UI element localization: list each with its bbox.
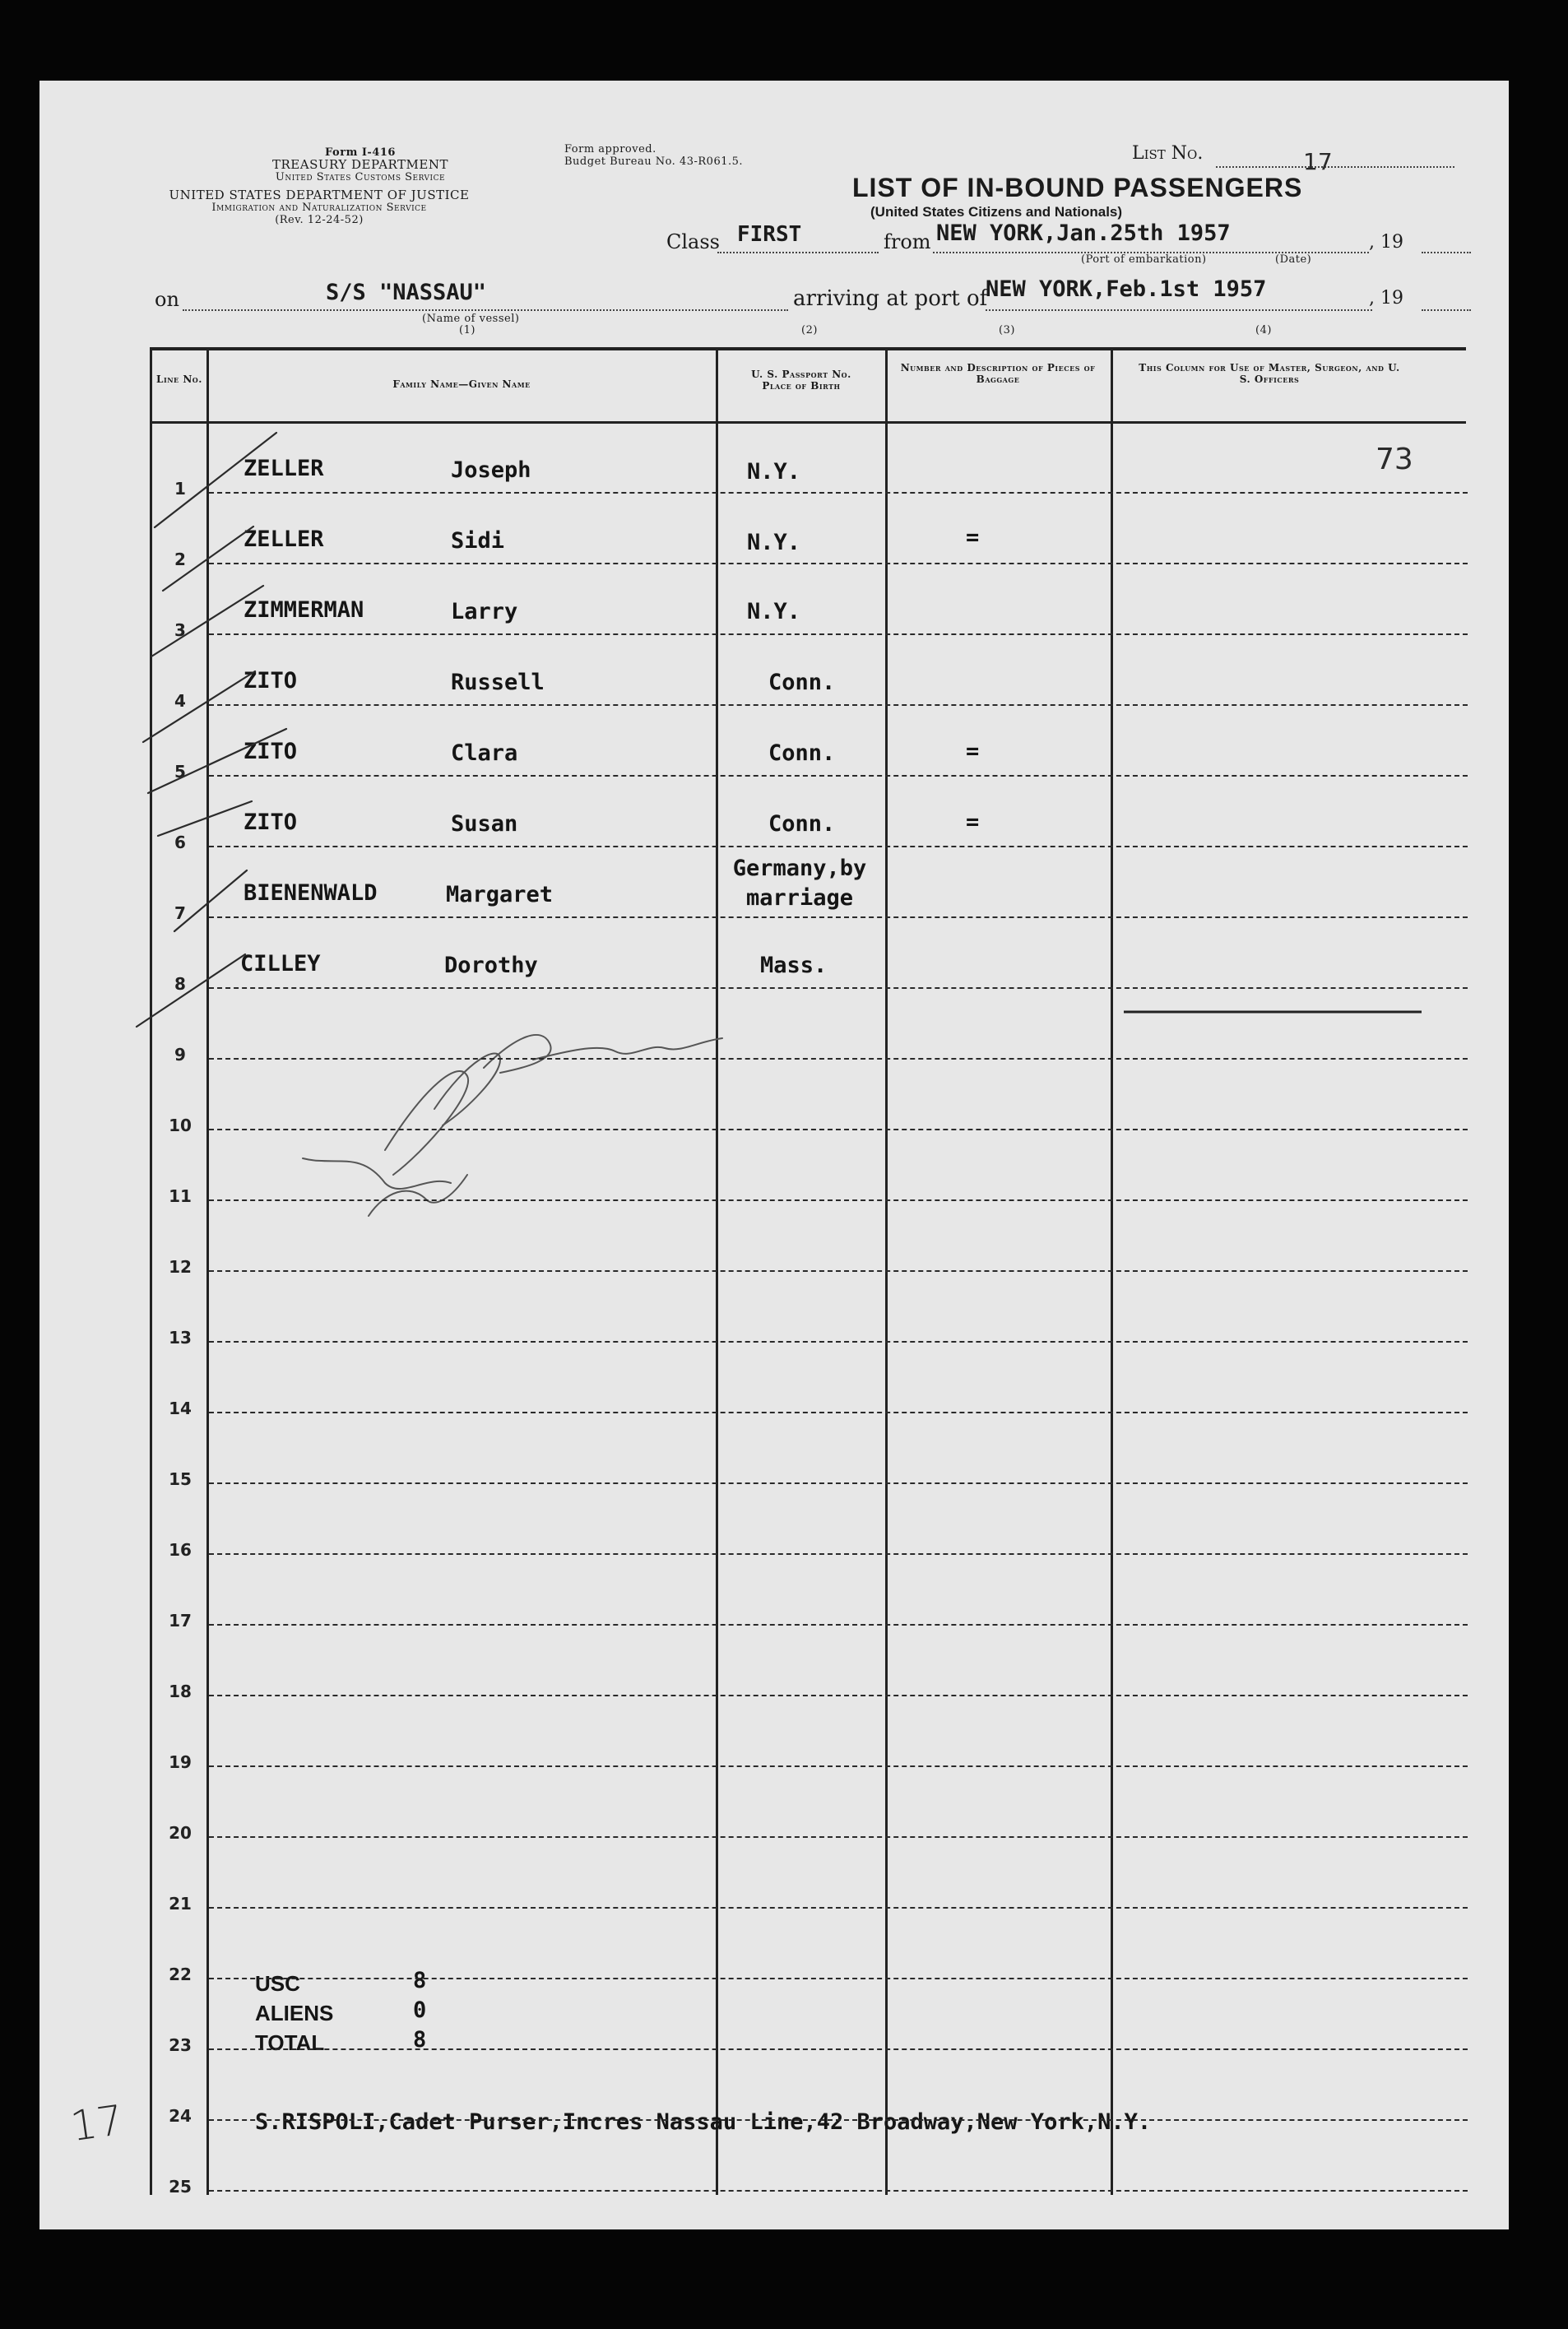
family-name: ZITO (244, 668, 298, 694)
official-signature (303, 1035, 722, 1216)
line-number: 9 (174, 1045, 186, 1065)
row-separator (209, 846, 1468, 847)
checkmark-stroke (174, 870, 247, 931)
row-separator (209, 1624, 1468, 1626)
manifest-page (39, 81, 1509, 2229)
total-label-aliens: ALIENS (255, 2001, 334, 2025)
col-header-name: Family Name—Given Name (392, 378, 531, 390)
total-value-usc: 8 (413, 1968, 427, 1993)
vessel-name: S/S "NASSAU" (326, 280, 487, 305)
page-subtitle: (United States Citizens and Nationals) (870, 204, 1123, 220)
given-name: Russell (451, 670, 545, 695)
family-name: ZITO (244, 739, 298, 764)
line-number: 16 (169, 1540, 192, 1560)
checkmark-stroke (158, 801, 252, 836)
immigration-service: Immigration and Naturalization Service (211, 202, 427, 214)
given-name: Sidi (451, 528, 505, 554)
row-separator (209, 1765, 1468, 1767)
row-separator (209, 1058, 1468, 1060)
line-number: 4 (174, 691, 186, 711)
row-separator (209, 1836, 1468, 1838)
row-separator (209, 492, 1468, 494)
given-name: Larry (451, 599, 518, 624)
place-of-birth: Mass. (760, 953, 828, 978)
row-separator (209, 704, 1468, 706)
family-name: ZITO (244, 810, 298, 835)
form-approved: Form approved. (564, 143, 656, 155)
col-header-officers: This Column for Use of Master, Surgeon, and U. S. Officers (1139, 362, 1400, 385)
row-separator (209, 1199, 1468, 1201)
on-label: on (155, 288, 179, 311)
checkmark-stroke (148, 729, 286, 793)
place-of-birth: N.Y. (747, 530, 801, 555)
row-separator (209, 1412, 1468, 1413)
checkmark-strokes (137, 433, 286, 1027)
list-no-label: List No. (1132, 143, 1204, 164)
line-number: 6 (174, 833, 186, 852)
col-header-passport: U. S. Passport No. Place of Birth (751, 369, 851, 392)
place-of-birth: N.Y. (747, 599, 801, 624)
year-suffix-1: , 19 (1369, 232, 1403, 253)
form-number: Form I-416 (325, 146, 396, 159)
checkmark-stroke (151, 586, 263, 656)
place-of-birth: Conn. (768, 811, 836, 837)
year-suffix-2: , 19 (1369, 288, 1403, 309)
line-number: 20 (169, 1823, 192, 1843)
row-separator (209, 2119, 1468, 2121)
row-separator (209, 1553, 1468, 1555)
row-separator (209, 916, 1468, 918)
family-name: ZELLER (244, 527, 324, 552)
row-separator (209, 1907, 1468, 1909)
total-label-total: TOTAL (255, 2030, 325, 2055)
date-caption: (Date) (1275, 253, 1312, 266)
port-embarkation-caption: (Port of embarkation) (1081, 253, 1207, 266)
line-number: 2 (174, 550, 186, 569)
officers-note: 73 (1375, 443, 1413, 476)
row-separator (209, 1482, 1468, 1484)
arrival-value: NEW YORK,Feb.1st 1957 (986, 276, 1267, 302)
from-label: from (884, 230, 931, 253)
given-name: Clara (451, 740, 518, 766)
vessel-caption: (Name of vessel) (422, 313, 520, 325)
checkmark-stroke (163, 527, 253, 591)
line-number: 17 (169, 1611, 192, 1631)
row-separator (209, 1695, 1468, 1696)
line-number: 11 (169, 1186, 192, 1206)
department-of-justice: UNITED STATES DEPARTMENT OF JUSTICE (169, 188, 470, 202)
treasury-department: TREASURY DEPARTMENT (272, 157, 448, 172)
col3-caption-num: (3) (999, 324, 1015, 336)
col-header-line-no: Line No. (156, 373, 202, 385)
line-number: 19 (169, 1752, 192, 1772)
total-value-total: 8 (413, 2027, 427, 2053)
baggage-ditto: = (966, 525, 980, 550)
baggage-ditto: = (966, 739, 980, 764)
budget-bureau-number: Budget Bureau No. 43-R061.5. (564, 155, 744, 168)
family-name: BIENENWALD (244, 880, 378, 906)
place-of-birth: Conn. (768, 740, 836, 766)
revision-date: (Rev. 12-24-52) (275, 214, 364, 226)
given-name: Dorothy (444, 953, 538, 978)
purser-signature-line: S.RISPOLI,Cadet Purser,Incres Nassau Line,42 Broadway,New York,N.Y. (255, 2109, 1152, 2135)
place-of-birth: N.Y. (747, 459, 801, 485)
line-number: 3 (174, 620, 186, 640)
row-separator (209, 1270, 1468, 1272)
line-number: 1 (174, 479, 186, 499)
line-number: 10 (169, 1116, 192, 1135)
col4-caption-num: (4) (1255, 324, 1272, 336)
line-number: 14 (169, 1399, 192, 1418)
line-number: 13 (169, 1328, 192, 1348)
customs-service: United States Customs Service (275, 171, 446, 183)
list-no-value: 17 (1303, 148, 1333, 175)
line-number: 23 (169, 2035, 192, 2055)
total-value-aliens: 0 (413, 1997, 427, 2023)
class-label: Class (666, 230, 720, 253)
checkmark-stroke (155, 433, 276, 527)
family-name: ZELLER (244, 456, 324, 481)
arriving-label: arriving at port of (793, 286, 988, 311)
page-title: LIST OF IN-BOUND PASSENGERS (852, 173, 1303, 202)
row-separator (209, 1341, 1468, 1343)
row-separator (209, 2048, 1468, 2050)
line-number: 15 (169, 1469, 192, 1489)
line-number: 12 (169, 1257, 192, 1277)
row-separator (209, 987, 1468, 989)
row-separator (209, 633, 1468, 635)
departure-value: NEW YORK,Jan.25th 1957 (936, 220, 1231, 246)
given-name: Margaret (446, 882, 554, 907)
row-separator (209, 1978, 1468, 1979)
line-number: 18 (169, 1682, 192, 1701)
total-label-usc: USC (255, 1971, 300, 1996)
line-number: 8 (174, 974, 186, 994)
line-number: 21 (169, 1894, 192, 1914)
col-header-baggage: Number and Description of Pieces of Baggage (900, 362, 1096, 385)
family-name: ZIMMERMAN (244, 597, 364, 623)
row-separator (209, 1129, 1468, 1130)
vessel-caption-num: (1) (459, 324, 476, 336)
checkmark-stroke (137, 954, 245, 1027)
checkmark-stroke (143, 671, 255, 742)
row-separator (209, 2190, 1468, 2192)
baggage-ditto: = (966, 810, 980, 835)
family-name: CILLEY (240, 951, 321, 977)
col2-caption-num: (2) (801, 324, 818, 336)
row-separator (209, 775, 1468, 777)
line-number: 25 (169, 2177, 192, 2197)
line-number: 7 (174, 903, 186, 923)
place-of-birth: Conn. (768, 670, 836, 695)
row-separator (209, 563, 1468, 564)
line-number: 5 (174, 762, 186, 782)
place-of-birth: Germany,by marriage (732, 856, 867, 911)
given-name: Susan (451, 811, 518, 837)
line-number: 22 (169, 1965, 192, 1984)
given-name: Joseph (451, 457, 531, 483)
class-value: FIRST (737, 222, 802, 247)
line-number: 24 (169, 2106, 192, 2126)
margin-note: 17 (67, 2095, 127, 2151)
